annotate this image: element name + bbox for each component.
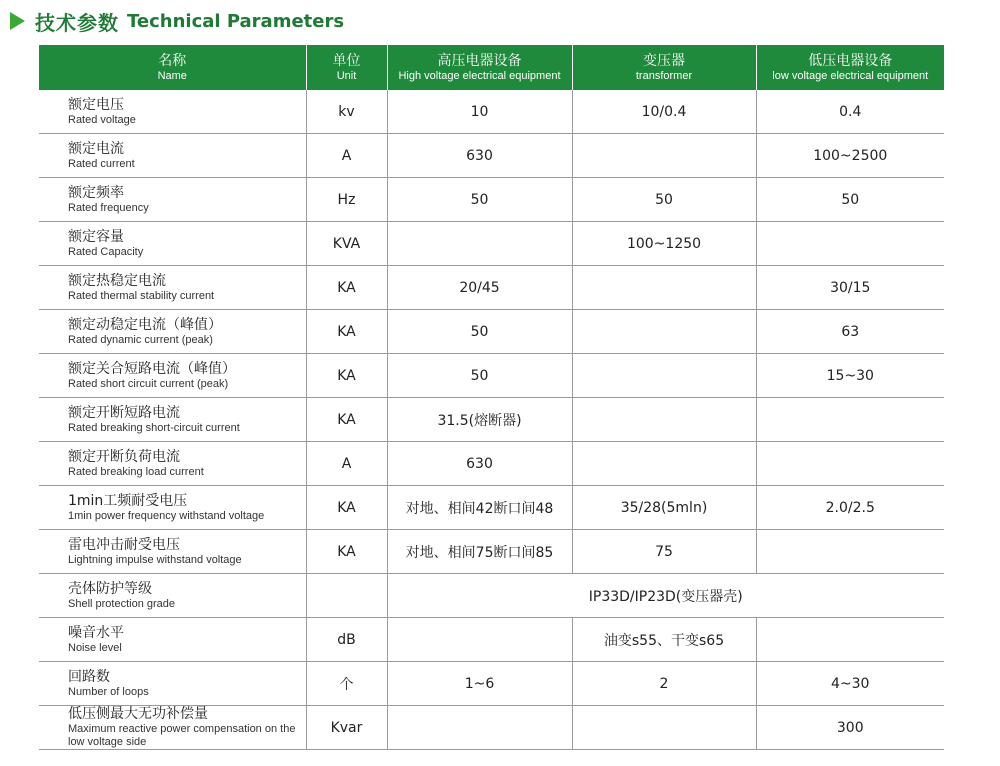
lv-value-cell: 30/15 <box>756 266 944 310</box>
param-name-cell <box>39 222 306 266</box>
param-name-cn: 额定电压 <box>68 96 124 113</box>
transformer-value-cell <box>572 398 756 442</box>
transformer-value-cell: 2 <box>572 662 756 706</box>
unit-cell: Kvar <box>306 706 387 750</box>
table-row <box>39 398 944 442</box>
hv-value-cell: 10 <box>387 90 572 134</box>
table-row <box>39 134 944 178</box>
lv-value-cell: 300 <box>756 706 944 750</box>
transformer-value-cell <box>572 354 756 398</box>
unit-cell: 个 <box>306 662 387 706</box>
table-row <box>39 574 944 618</box>
param-name-en: Noise level <box>68 641 122 654</box>
lv-value-cell: 0.4 <box>756 90 944 134</box>
lv-value-cell: 100~2500 <box>756 134 944 178</box>
hv-value-cell: 对地、相间42断口间48 <box>387 486 572 530</box>
param-name-cell <box>39 310 306 354</box>
unit-cell: KA <box>306 486 387 530</box>
param-name-cn: 1min工频耐受电压 <box>68 492 188 509</box>
transformer-value-cell: 10/0.4 <box>572 90 756 134</box>
lv-value-cell <box>756 222 944 266</box>
table-header-row <box>39 45 944 90</box>
lv-value-cell: 4~30 <box>756 662 944 706</box>
transformer-value-cell: 50 <box>572 178 756 222</box>
heading-cn: 技术参数 <box>35 10 119 35</box>
hv-value-cell: 31.5(熔断器) <box>387 398 572 442</box>
param-name-cell <box>39 574 306 618</box>
unit-cell <box>306 574 387 618</box>
header-hv: 高压电器设备 High voltage electrical equipment <box>387 45 572 90</box>
hv-value-cell <box>387 618 572 662</box>
table-row <box>39 442 944 486</box>
parameters-table <box>39 45 944 750</box>
lv-value-cell <box>756 442 944 486</box>
param-name-cn: 额定容量 <box>68 228 124 245</box>
transformer-value-cell: 油变s55、干变s65 <box>572 618 756 662</box>
hv-value-cell: 对地、相间75断口间85 <box>387 530 572 574</box>
spanned-value-cell: IP33D/IP23D(变压器壳) <box>387 574 944 618</box>
hv-value-cell <box>387 222 572 266</box>
lv-value-cell: 50 <box>756 178 944 222</box>
table-row <box>39 90 944 134</box>
param-name-cn: 额定电流 <box>68 140 124 157</box>
transformer-value-cell <box>572 310 756 354</box>
param-name-en: Rated breaking load current <box>68 465 204 478</box>
param-name-cn: 低压侧最大无功补偿量 <box>68 706 208 722</box>
table-row <box>39 706 944 750</box>
unit-cell: Hz <box>306 178 387 222</box>
param-name-cell <box>39 618 306 662</box>
transformer-value-cell <box>572 134 756 178</box>
triangle-right-icon <box>10 12 25 30</box>
lv-value-cell <box>756 398 944 442</box>
param-name-en: Rated frequency <box>68 201 149 214</box>
param-name-en: Rated breaking short-circuit current <box>68 421 240 434</box>
param-name-cell <box>39 662 306 706</box>
hv-value-cell: 630 <box>387 442 572 486</box>
lv-value-cell: 63 <box>756 310 944 354</box>
table-row <box>39 618 944 662</box>
transformer-value-cell <box>572 442 756 486</box>
param-name-en: Rated current <box>68 157 135 170</box>
table-row <box>39 178 944 222</box>
param-name-cn: 额定关合短路电流（峰值） <box>68 360 236 377</box>
unit-cell: KA <box>306 310 387 354</box>
param-name-cn: 回路数 <box>68 668 110 685</box>
hv-value-cell: 50 <box>387 354 572 398</box>
table-row <box>39 530 944 574</box>
param-name-cell <box>39 442 306 486</box>
transformer-value-cell: 35/28(5mln) <box>572 486 756 530</box>
transformer-value-cell <box>572 266 756 310</box>
unit-cell: A <box>306 442 387 486</box>
transformer-value-cell: 75 <box>572 530 756 574</box>
param-name-en: 1min power frequency withstand voltage <box>68 509 265 522</box>
param-name-cell <box>39 134 306 178</box>
heading-en: Technical Parameters <box>127 10 345 32</box>
table-row <box>39 486 944 530</box>
header-name: 名称 Name <box>39 45 306 90</box>
param-name-en: Rated short circuit current (peak) <box>68 377 229 390</box>
lv-value-cell <box>756 618 944 662</box>
header-lv: 低压电器设备 low voltage electrical equipment <box>756 45 944 90</box>
lv-value-cell: 2.0/2.5 <box>756 486 944 530</box>
unit-cell: KVA <box>306 222 387 266</box>
unit-cell: KA <box>306 354 387 398</box>
hv-value-cell: 50 <box>387 310 572 354</box>
param-name-cell <box>39 486 306 530</box>
param-name-cn: 雷电冲击耐受电压 <box>68 536 180 553</box>
unit-cell: kv <box>306 90 387 134</box>
unit-cell: A <box>306 134 387 178</box>
hv-value-cell: 630 <box>387 134 572 178</box>
header-unit: 单位 Unit <box>306 45 387 90</box>
param-name-en: Rated thermal stability current <box>68 289 215 302</box>
param-name-cell <box>39 90 306 134</box>
param-name-cell <box>39 354 306 398</box>
hv-value-cell: 50 <box>387 178 572 222</box>
param-name-cn: 额定动稳定电流（峰值） <box>68 316 222 333</box>
unit-cell: KA <box>306 266 387 310</box>
unit-cell: KA <box>306 398 387 442</box>
transformer-value-cell: 100~1250 <box>572 222 756 266</box>
param-name-en: Maximum reactive power compensation on the low voltage side <box>68 723 296 748</box>
param-name-en: Shell protection grade <box>68 597 176 610</box>
param-name-en: Rated Capacity <box>68 245 144 258</box>
hv-value-cell: 1~6 <box>387 662 572 706</box>
param-name-cell <box>39 706 306 750</box>
hv-value-cell: 20/45 <box>387 266 572 310</box>
table-row <box>39 354 944 398</box>
param-name-cn: 额定开断短路电流 <box>68 404 180 421</box>
page-heading <box>10 8 344 34</box>
header-transformer: 变压器 transformer <box>572 45 756 90</box>
param-name-en: Rated dynamic current (peak) <box>68 333 213 346</box>
unit-cell: dB <box>306 618 387 662</box>
lv-value-cell: 15~30 <box>756 354 944 398</box>
param-name-en: Rated voltage <box>68 113 136 126</box>
table-row <box>39 662 944 706</box>
transformer-value-cell <box>572 706 756 750</box>
param-name-cell <box>39 398 306 442</box>
table-row <box>39 310 944 354</box>
param-name-cn: 壳体防护等级 <box>68 580 152 597</box>
param-name-cn: 噪音水平 <box>68 624 124 641</box>
lv-value-cell <box>756 530 944 574</box>
table-row <box>39 266 944 310</box>
unit-cell: KA <box>306 530 387 574</box>
param-name-cn: 额定频率 <box>68 184 124 201</box>
param-name-cell <box>39 266 306 310</box>
param-name-en: Lightning impulse withstand voltage <box>68 553 242 566</box>
param-name-cn: 额定开断负荷电流 <box>68 448 180 465</box>
param-name-cn: 额定热稳定电流 <box>68 272 166 289</box>
table-row <box>39 222 944 266</box>
param-name-en: Number of loops <box>68 685 149 698</box>
param-name-cell <box>39 530 306 574</box>
param-name-cell <box>39 178 306 222</box>
hv-value-cell <box>387 706 572 750</box>
